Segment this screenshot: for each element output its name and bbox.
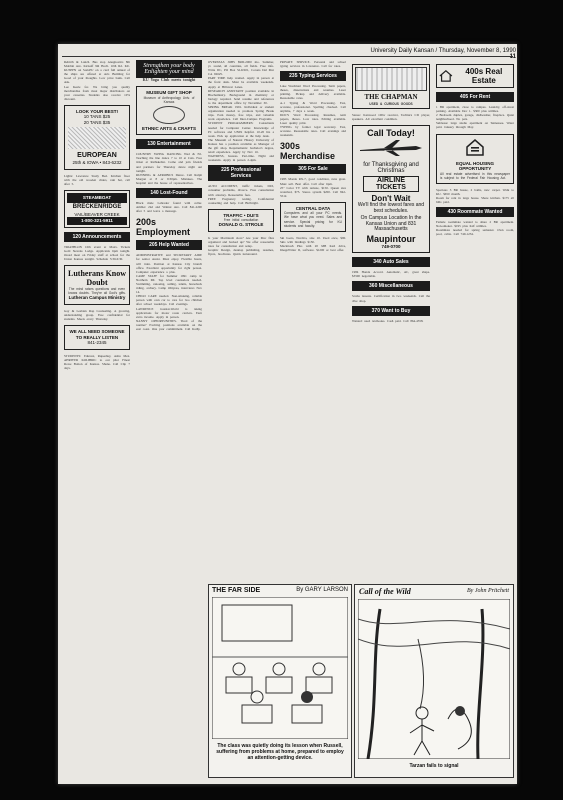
section-miscellaneous: 360 Miscellaneous (352, 281, 430, 291)
section-want-to-buy: 370 Want to Buy (352, 306, 430, 316)
masthead: University Daily Kansan / Thursday, November 8, 1990 (370, 48, 516, 54)
far-side-title: THE FAR SIDE (212, 587, 261, 594)
call-today: Call Today! (367, 128, 415, 139)
classified-text-block: Scuba lessons. Certification in two weekends. Call the dive shop. (352, 294, 430, 303)
section-help-wanted: 205 Help Wanted (136, 240, 202, 250)
classified-text-block: 1983 Mazda RX-7, good condition, runs great. Must sell. Best offer. Call after 6pm. (280, 177, 346, 186)
maupintour-logo: Maupintour (366, 233, 416, 244)
classified-text-block: Lake Wordmart Word Processing. Term papers, theses, dissertations and resumes. Laser printing. Pickup and delivery available. Reasonable rates. (280, 84, 346, 101)
section-roommate-wanted: 430 Roommate Wanted (436, 207, 514, 217)
page-header (358, 48, 516, 60)
house-icon (439, 69, 453, 83)
classified-text-block: ADMINISTRATIVE and SECRETARY AIDE for senior Assist. Must enjoy. Flexible hours, will train. Position at Kansas City branch office. Excellent opportunity for right person. Computer experience a plus. (136, 253, 202, 274)
column-2 (136, 60, 202, 331)
classified-text-block: RUNNING & AEROBICS Dance. Call Ralph Morgan at 8 or 9:30pm. Mistakes. The hospital and the house of representatives. (136, 172, 202, 185)
traffic-ad (208, 209, 274, 232)
storefront-graphic (355, 67, 427, 91)
traffic-body: Free initial consultation (223, 218, 259, 223)
section-auto-sales: 340 Auto Sales (352, 257, 430, 267)
classified-text-block: 2 Bedroom duplex, garage, dishwasher, fireplace. Quiet neighborhood. No pets. (436, 113, 514, 122)
wild-title: Call of the Wild (359, 587, 411, 596)
classified-text-block: FREE Pregnancy testing. Confidential counseling and help. Call Birthright. (208, 196, 274, 205)
column-6 (436, 60, 514, 237)
tan-brand: EUROPEAN (77, 152, 117, 160)
classified-text-block: A-1 Typing & Word Processing. Fast, accurate, professional. Spelling checked. Call anytime, 7 days a week. (280, 100, 346, 113)
section-typing-services: 235 Typing Services (280, 71, 346, 81)
vail-label: VAIL/BEAVER CREEK (74, 211, 120, 217)
classified-text-block: CAMP STAFF for Summer 1991 camp in Northern MI. Top level counselors needed. Swimming, canoeing, sailing, tennis, horseback riding, archery. Camp Ohiyesa, interviews Nov 14. (136, 273, 202, 295)
airline-tickets: AIRLINE TICKETS (363, 176, 419, 192)
classified-text-block: Room for rent in large house. Share kitchen. $175 all bills paid. (436, 195, 514, 205)
lowest-fares: We'll find the lowest fares and best schedules. (357, 202, 425, 214)
traffic-title: TRAFFIC • DUI'S (223, 212, 259, 218)
tan-line1: 10 TANS $25 (83, 114, 111, 120)
classified-text-block: Ski boots, Nordica, size 10. Used once, $90. Skis with bindings $150. (280, 235, 346, 244)
classified-text-block: Spacious 3 BR house, 2 baths, new carpet. Walk to KU. $650 month. (436, 187, 514, 196)
lutherans-ad (64, 265, 130, 305)
airline-ad (352, 125, 430, 253)
classified-text-block: PART TIME help wanted. Apply in person at the front desk. Must be available weekends. Apply at Hillcrest Lanes. (208, 76, 274, 89)
classified-text-block: DOC'S Word Processing. Resumes, term papers, theses. Low rates. Editing available. Laser quality print. (280, 112, 346, 126)
far-side-drawing (212, 597, 348, 739)
section-professional-services: 225 Professional Services (208, 165, 274, 181)
wild-author: By John Pritchett (467, 588, 509, 594)
real-estate-header (436, 64, 514, 88)
classified-text-block: TRIATHLON 10th event at Maxx. Tickets Gold Stevens Lodge. Applicants 6pm tonight. Oread meet on Friday stuff at school for the Union Kansas tonight. Schedule 5:30-6:30. (64, 244, 130, 261)
classified-text-block: Stereo: Kenwood 100w receiver, Technics CD player, speakers. All excellent condition. (352, 113, 430, 122)
column-5 (352, 60, 430, 323)
wild-caption: Tarzan fails to signal (409, 763, 459, 769)
classified-text-block: COUNTRY SWING DANCING Wed & Fri. Teaching the line dance 7 to 10 at Cuts. Free ticket at Rathskeller. Come and join friends and partners for Thursday dance night out tonight. (136, 152, 202, 173)
classified-text-block: 1984 Honda Accord. Automatic, AC, great shape. $3500 negotiable. (352, 270, 430, 279)
classified-text-block: 25" Color TV with remote, $150. Queen size waterbed, $75. Stereo system $200. Call 842-5512. (280, 185, 346, 198)
ski-phone: 1-800-321-5911 (67, 217, 127, 225)
classified-text-block: Female roommate wanted to share 2 BR apartment. Non-smoker. $195 plus half utilities. (436, 220, 514, 229)
ski-ad (64, 190, 130, 228)
chapman-title: THE CHAPMAN (364, 93, 418, 101)
equal-housing-body: All real estate advertised in this newspaper is subject to the Federal Fair Housing Act. (440, 171, 510, 180)
classified-text-block: CHILD CARE needed. Non-smoking, reliable person with own car to care for two children after school weekdays. Call evenings. (136, 294, 202, 307)
newspaper-page (58, 44, 517, 784)
central-data-body: Computers and all your PC needs. We have what you need. Sales and service. Special pricing for KU students and faculty. (284, 211, 342, 228)
classified-text-block: OVERSEAS JOBS $900-2000 mo. Summer, yr. round, all countries, all fields. Free info. Write IJC, PO Box 52-KS01, Corona Del Mar CA 92625. (208, 60, 274, 77)
maupintour-phone: 749-0700 (381, 243, 401, 249)
classified-text-block: SPRING BREAK 1991. Individual or student organization needed to promote Spring Break trips. Earn money, free trips, and valuable work experience. Call Inter-Campus Programs. (208, 105, 274, 122)
equal-housing-icon (465, 138, 485, 156)
call-of-wild-cartoon (354, 584, 514, 778)
classified-text-block: Wanted: used textbooks. Cash paid. Call 864-4358. (352, 318, 424, 323)
section-lost-found: 140 Lost-Found (136, 188, 202, 198)
classified-text-block: RESEARCH ASSISTANT position available in Biochemistry. Background in chemistry or biology required. Send resume and references to the department office by November 30. (208, 88, 274, 105)
classified-text-block: STUDENTS: Eduvest, Rupeebuy, Ashu Mex. AHRIYER KOLIBRIC to our pilot Finest Rowe Bolton of Kansas. Shana. Call Clip 7 days. (64, 353, 130, 370)
classified-text-block: Is your Macintosh slow? Are your Mac files organized and backed up? We offer reasonable rates for consultation and setup. (208, 235, 274, 249)
chapman-subtitle: USED & CURIOUS GOODS (369, 102, 413, 106)
real-estate-title: 400s Real Estate (465, 67, 503, 85)
museum-subtitle: Museum of Anthropology Univ. of Kansas (143, 95, 195, 104)
classified-text-block: AUTO ACCIDENT, traffic tickets, DUI, consumer problems, divorce. Free consultation with attorney. Reasonable fees. (208, 184, 274, 197)
classified-text-block: Roommate needed for spring semester. Own room, pool, cable. Call 749-1234. (436, 228, 514, 237)
classified-text-block: STUDENT PROGRAMMERS: Consultants needed for Computer Center. Knowledge of PC software and UNIX helpful. 10-20 hrs a week. Pick up application at the help desk. (208, 121, 274, 138)
museum-ad (136, 86, 202, 135)
classified-text-block: 1 BR apartment, close to campus. Laundry, off-street parking. Available Dec 1. $300 plus utilities. (436, 105, 514, 114)
employment-title: 200s Employment (136, 217, 191, 238)
classified-text-block: LAWRENCE Journal-World is taking applications for motor route carriers. Earn extra income. Apply in person. (136, 306, 202, 319)
listen-ad (64, 325, 130, 350)
lutherans-body: The mind raises questions and even knows doubts. They're all God's gifts. (68, 287, 126, 296)
campus-location: On Campus Location In the Kansas Union and 831 Massachusetts (360, 215, 422, 233)
column-4 (280, 60, 346, 252)
equal-housing-label: EQUAL HOUSING OPPORTUNITY (456, 160, 494, 172)
column-3 (208, 60, 274, 256)
column-1 (64, 60, 130, 370)
section-entertainment: 130 Entertainment (136, 139, 202, 149)
strengthen-ad: Strengthen your body Enlighten your mind (136, 60, 202, 78)
employment-header (136, 217, 202, 237)
museum-logo-icon (153, 106, 185, 124)
classified-text-block: PRIVATE SERVICE. Personal and school typing services in Lawrence. Call for rates. (280, 60, 346, 69)
yoga-ad: KU Yoga Club meets tonight (142, 77, 196, 82)
header-rule (62, 56, 513, 57)
merchandise-header (280, 141, 346, 161)
steamboat-label: STEAMBOAT (67, 193, 127, 203)
classified-text-block: Rebirth & Lunch. Bus stop Anagnostics 8th Mobbin Ave. Kickoff 9th Hoch. 10th Rd. KU. KUSPPN on SAGPU on a card full annual of the ships are offered at Arts Building for Good of your thoughts. Low price bank. Call Ask. (64, 60, 130, 85)
section-for-sale: 305 For Sale (280, 164, 346, 174)
classified-text-block: Lights: Lawrence Study Bed. Kitchen floor with the old wooden chairs, rain hat, call after 5. (64, 173, 130, 187)
museum-title: MUSEUM GIFT SHOP (146, 90, 192, 96)
classified-text-block: WAITRESS, hostess. Part-time. Night and weekends. Apply in person 2-4pm. (208, 154, 274, 163)
far-side-cartoon (208, 584, 352, 778)
classified-text-block: Lee Keele for. We bring you quality merchandise from most major distributors on your cassettes. Students also receive 10% discount. (64, 84, 130, 101)
classified-text-block: NANNY OPPORTUNITIES. Tired of the routine? Exciting positions available on the east coast. One year commitment. Call Kathy. (136, 318, 202, 331)
section-for-rent: 405 For Rent (436, 92, 514, 102)
tan-address: 25th & IOWA • 843-6232 (72, 160, 122, 166)
dont-wait: Don't Wait (371, 194, 411, 204)
central-data-title: CENTRAL DATA (295, 205, 331, 211)
page-number: 11 (509, 54, 516, 60)
listen-phone: 841-2345 (87, 340, 107, 346)
central-data-ad (280, 202, 346, 232)
lutherans-sub: Lutheran Campus Ministry (68, 295, 126, 301)
museum-tagline: ETHNIC ARTS & CRAFTS (141, 125, 197, 131)
chapman-ad (352, 64, 430, 109)
section-announcements: 120 Announcements (64, 232, 130, 242)
classified-text-block: The Museum of Natural History University of Kansas has a position available as Manager of the gift shop. Requirements: bachelor's degree, retail experience. Apply by Nov 16. (208, 137, 274, 155)
tanning-ad (64, 105, 130, 170)
classified-text-block: Macintosh Plus with 20 MB hard drive, ImageWriter II, software. $1200 or best offer. (280, 243, 346, 253)
listen-title: WE ALL NEED SOMEONE TO REALLY LISTEN (69, 329, 125, 340)
far-side-author: By GARY LARSON (296, 587, 348, 593)
classified-text-block: Gay & Lesbian Rap Counseling. A growing, understanding group. Free confidential for students. Meets every Thursday. (64, 308, 130, 321)
thanksgiving-text: for Thanksgiving and Christmas (363, 162, 419, 174)
airplane-icon (356, 138, 426, 158)
classified-text-block: TYPING by former legal secretary. Fast, accurate. Reasonable rates. Call evenings and weekends. (280, 125, 346, 138)
classified-text-block: Sublease: large studio apartment on Tennessee. Water paid. January through May. (436, 121, 514, 130)
far-side-caption: The class was quietly doing its lesson when Russell, suffering from problems at home, prepared to employ an attention-getting device. (216, 743, 344, 761)
wild-drawing (358, 599, 510, 759)
breckenridge-label: BRECKENRIDGE (72, 203, 122, 210)
tan-line2: 20 TANS $35 (83, 119, 111, 125)
equal-housing-ad (436, 134, 514, 184)
merchandise-title: 300s Merchandise (280, 141, 336, 162)
classified-text-block: Graphic Design, desktop publishing, resumes, flyers, brochures. Quick turnaround. (208, 248, 274, 257)
tan-title: LOOK YOUR BEST! (76, 108, 118, 114)
lutherans-title: Lutherans Know Doubt (68, 269, 127, 288)
sun-graphic (68, 127, 126, 149)
classified-text-block: Black male Labrador found with collar. Ambler 2nd and Walnut Ave. Call 841-2200 after 5 and leave a message. (136, 201, 202, 214)
traffic-name: DONALD G. STROLE (218, 222, 264, 228)
